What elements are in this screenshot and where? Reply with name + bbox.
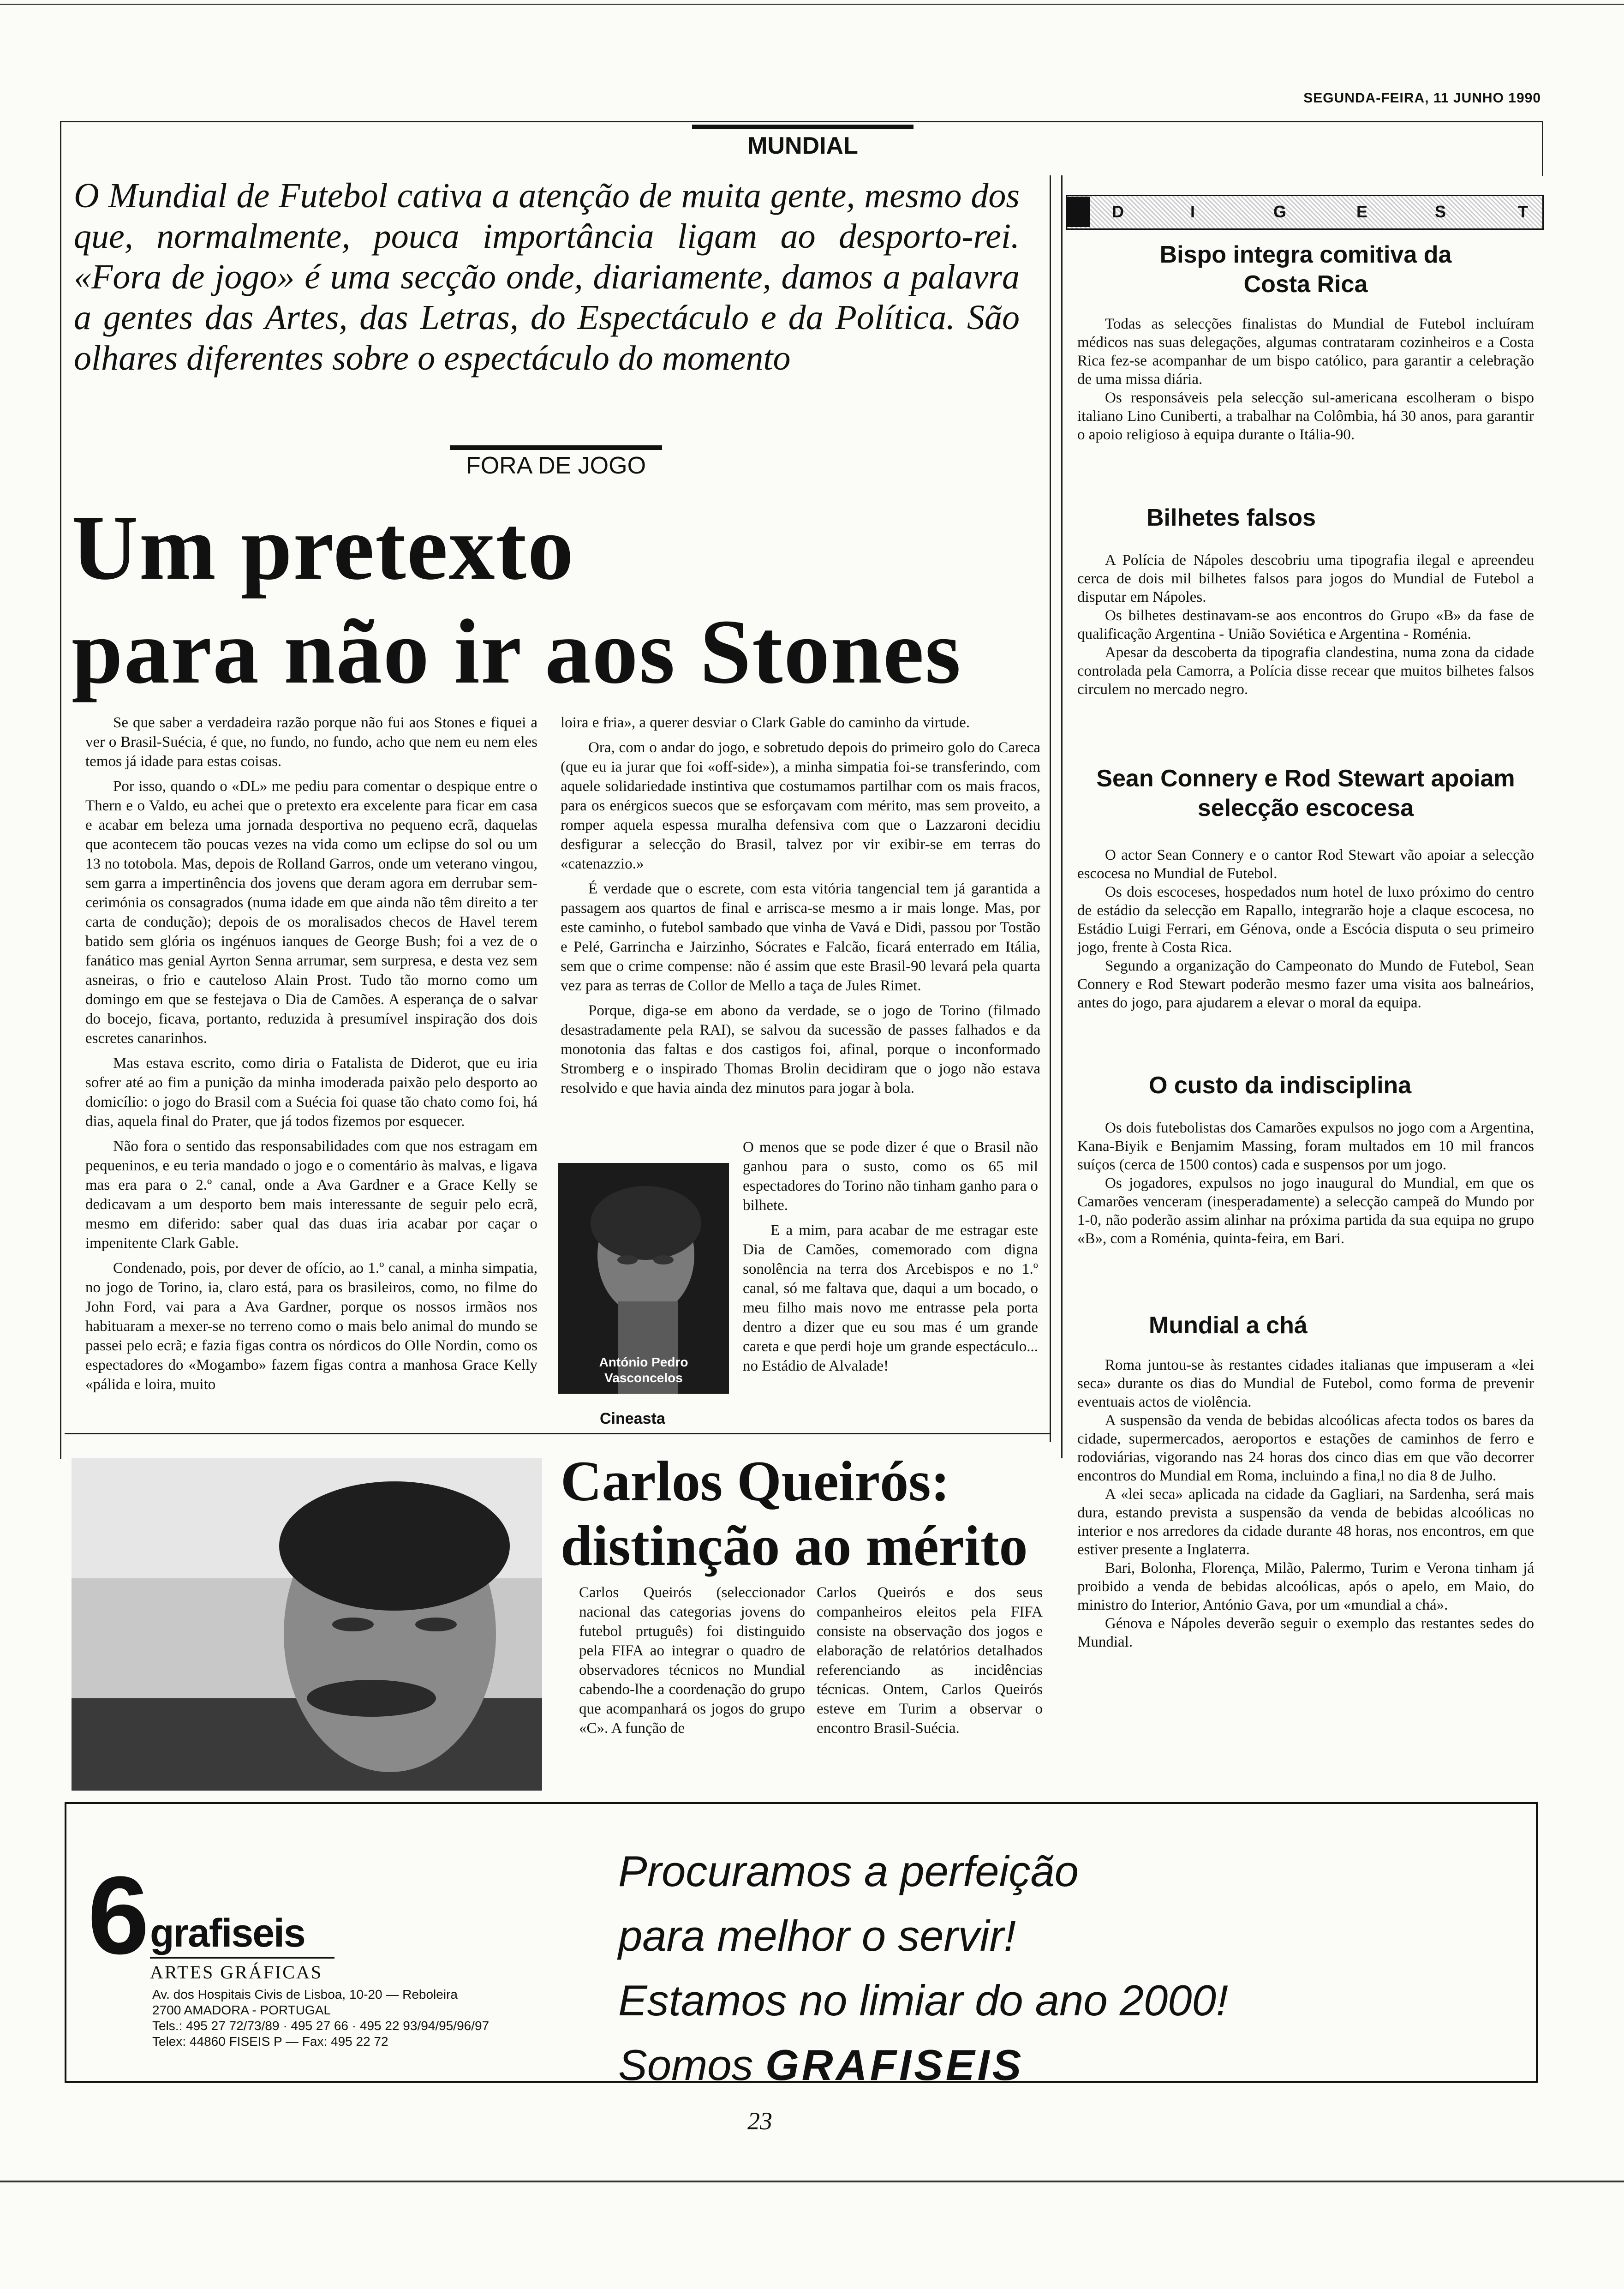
- digest-item-title: Sean Connery e Rod Stewart apoiam selecção escocesa: [1096, 765, 1515, 821]
- article-headline: [72, 496, 1040, 704]
- caption-line-1: António Pedro: [599, 1355, 688, 1369]
- digest-paragraph: Os responsáveis pela selecção sul-americana escolheram o bispo italiano Lino Cuniberti, a trabalhar na Colômbia, há 30 anos, para garantir o apoio religioso à equipa durante o Itália-90.: [1077, 389, 1534, 443]
- article-paragraph: É verdade que o escrete, com esta vitória tangencial tem já garantida a passagem aos quartos de final e arrisca-se mesmo a ir mais longe. Mas, por este caminho, o futebol sambado que vinha de Vavá e Didi, passou por Tostão e Pelé, Garrincha e Jairzinho, Sócrates e Falcão, ficará enterrado em Itália, sem que o crime compense: não é assim que este Brasil-90 levará pela quarta vez para as terras de Collor de Mello a taça de Jules Rimet.: [561, 881, 1040, 994]
- article-column-2: [561, 713, 1040, 1103]
- slogan-prefix: Somos: [618, 2041, 753, 2089]
- carlos-headline-line-2: distinção ao mérito: [561, 1514, 1028, 1577]
- article-paragraph: E a mim, para acabar de me estragar este Dia de Camões, comemorado com digna sonolência na terra dos Arcebispos e no 1.º canal, só me faltava que, daqui a um bocado, o meu filho mais novo me entrasse pela porta dentro a dizer que eu sou mas é um grande careta e que perdi hoje um grande espectáculo... no Estádio de Alvalade!: [743, 1222, 1038, 1374]
- article-paragraph: loira e fria», a querer desviar o Clark Gable do caminho da virtude.: [561, 714, 970, 731]
- brand-subtitle: ARTES GRÁFICAS: [150, 1962, 323, 1983]
- slogan-brand: GRAFISEIS: [765, 2041, 1024, 2089]
- photo-caption: [586, 1354, 701, 1386]
- article-column-2-continued: [743, 1138, 1038, 1381]
- digest-paragraph: Segundo a organização do Campeonato do Mundo de Futebol, Sean Connery e Rod Stewart poderão mesmo fazer uma visita aos balneários, antes do jogo, para ajudarem a elevar o moral da equipa.: [1077, 958, 1534, 1011]
- digest-paragraph: Os bilhetes destinavam-se aos encontros do Grupo «B» da fase de qualificação Argentina - União Soviética e Argentina - Roménia.: [1077, 607, 1534, 642]
- digest-paragraph: Os dois escoceses, hospedados num hotel de luxo próximo do centro de estádio da selecção em Rapallo, integrarão hoje a claque escocesa, no Estádio Luigi Ferrari, em Génova, onde a Escócia disputa o seu primeiro jogo, frente à Costa Rica.: [1077, 884, 1534, 956]
- brand-contact: [152, 1987, 489, 2049]
- scan-bottom-line: [0, 2181, 1624, 2182]
- digest-item: [1077, 764, 1534, 1012]
- digest-paragraph: Apesar da descoberta da tipografia clandestina, numa zona da cidade controlada pela Camorra, a Polícia disse recear que muitos bilhetes falsos circulem no mercado negro.: [1077, 644, 1534, 698]
- digest-paragraph: A «lei seca» aplicada na cidade da Gagliari, na Sardenha, será mais dura, estando prevista a suspensão da venda de bebidas alcoólicas no interior e nos arredores da cidade durante 48 horas, nos encontros, em que estiver presente a Inglaterra.: [1077, 1486, 1534, 1558]
- carlos-headline-line-1: Carlos Queirós:: [561, 1450, 950, 1513]
- kicker: [450, 445, 662, 481]
- section-title: MUNDIAL: [747, 132, 858, 159]
- scan-top-line: [0, 4, 1624, 5]
- address-line: Av. dos Hospitais Civis de Lisboa, 10-20 — Reboleira: [152, 1987, 458, 2001]
- address-line: 2700 AMADORA - PORTUGAL: [152, 2003, 331, 2017]
- digest-item-body: [1077, 551, 1534, 699]
- page-number: 23: [747, 2107, 772, 2135]
- digest-letter: S: [1435, 202, 1446, 221]
- digest-letter: I: [1190, 202, 1195, 221]
- digest-paragraph: Os jogadores, expulsos no jogo inaugural do Mundial, em que os Camarões venceram (inesperadamente) a selecção campeã do Mundo por 1-0, não poderão assim alinhar na próxima partida da sua equipa no grupo «B», com a Roménia, quinta-feira, em Bari.: [1077, 1175, 1534, 1247]
- article-paragraph: Porque, diga-se em abono da verdade, se o jogo de Torino (filmado desastradamente pela RAI), se salvou da sucessão de passes falhados e da monotonia das faltas e dos castigos foi, afinal, porque o inconformado Stromberg e o inspirado Thomas Brolin decidiram que o jogo não estava resolvido e que havia ainda dez minutos para jogar à bola.: [561, 1002, 1040, 1097]
- digest-paragraph: Bari, Bolonha, Florença, Milão, Palermo, Turim e Verona tinham já proibido a venda de bebidas alcoólicas, após o apelo, em Maio, do ministro do Interior, António Gava, por um «mundial a chá».: [1077, 1560, 1534, 1613]
- digest-item-title: O custo da indisciplina: [1149, 1072, 1412, 1099]
- carlos-column-2: Carlos Queirós e dos seus companheiros eleitos pela FIFA consiste na observação dos jogos e elaboração de relatórios detalhados referenciando as incidências técnicas. Ontem, Carlos Queirós esteve em Turim a observar o encontro Brasil-Suécia.: [817, 1584, 1043, 1737]
- article-column-1: [85, 713, 537, 1400]
- brand-underline: [150, 1957, 334, 1959]
- phone-line: Tels.: 495 27 72/73/89 · 495 27 66 · 495 22 93/94/95/96/97: [152, 2019, 490, 2033]
- portrait-photo-carlos-queiros: [72, 1458, 542, 1791]
- article-paragraph: Não fora o sentido das responsabilidades com que nos estragam em pequeninos, e eu teria mandado o jogo e o comentário às malvas, e ligava mas era para o 2.º canal, onde a Ava Gardner e a Grace Kelly se dedicavam a um desporto bem mais interessante de seguir pelo ecrã, mesmo em diferido: saber qual das duas iria acabar por caçar o impenitente Clark Gable.: [85, 1138, 537, 1252]
- column-divider: [1050, 175, 1051, 1442]
- portrait-image: [72, 1458, 542, 1791]
- telex-line: Telex: 44860 FISEIS P — Fax: 495 22 72: [152, 2034, 388, 2049]
- digest-item: [1077, 1311, 1534, 1651]
- kicker-label: FORA DE JOGO: [466, 452, 646, 479]
- article-paragraph: O menos que se pode dizer é que o Brasil não ganhou para o susto, como os 65 mil espectadores do Torino não tinham ganho para o bilhete.: [743, 1139, 1038, 1214]
- digest-letter: D: [1112, 202, 1124, 221]
- digest-item-title: Bilhetes falsos: [1146, 504, 1316, 531]
- digest-item: [1077, 240, 1534, 444]
- headline-line-1: Um pretexto: [72, 497, 575, 599]
- grafiseis-brand: grafiseis: [150, 1911, 305, 1955]
- slogan-line: Procuramos a perfeição: [618, 1847, 1079, 1895]
- page-date: SEGUNDA-FEIRA, 11 JUNHO 1990: [1303, 90, 1541, 106]
- digest-paragraph: O actor Sean Connery e o cantor Rod Stewart vão apoiar a selecção escocesa no Mundial de Futebol.: [1077, 847, 1534, 882]
- carlos-column-1: Carlos Queirós (seleccionador nacional das categorias jovens do futebol prtuguês) foi distinguido pela FIFA ao integrar o quadro de observadores técnicos no Mundial cabendo-lhe a coordenação do grupo que acompanhará os jogos do grupo «C». A função de: [579, 1584, 805, 1737]
- article-paragraph: Mas estava escrito, como diria o Fatalista de Diderot, que eu iria sofrer até ao fim a punição da minha imoderada paixão pelo desporto ao domicílio: o jogo do Brasil com a Suécia foi quase tão chato como foi, há dias, aquela final do Prater, que já todos fizemos por esquecer.: [85, 1055, 537, 1130]
- digest-paragraph: A Polícia de Nápoles descobriu uma tipografia ilegal e apreendeu cerca de dois mil bilhetes falsos para jogos do Mundial de Futebol a disputar em Nápoles.: [1077, 552, 1534, 605]
- frame-right-rule: [1542, 121, 1543, 176]
- author-role: Cineasta: [600, 1410, 665, 1427]
- slogan-line: [618, 2033, 1495, 2097]
- headline-line-2: para não ir aos Stones: [72, 601, 962, 703]
- digest-paragraph: Os dois futebolistas dos Camarões expulsos no jogo com a Argentina, Kana-Biyik e Benjamim Massing, foram multados em 10 mil francos suíços (cerca de 1500 contos) cada e suspensos por um jogo.: [1077, 1120, 1534, 1173]
- digest-paragraph: Génova e Nápoles deverão seguir o exemplo das restantes sedes do Mundial.: [1077, 1615, 1534, 1650]
- article-paragraph: Ora, com o andar do jogo, e sobretudo depois do primeiro golo do Careca (que eu ia jurar que foi «off-side»), a minha simpatia foi-se transferindo, com aquele solidariedade instintiva que costumamos partilhar com os mais fracos, para os enérgicos suecos que se esforçavam com mérito, mas sem proveito, a romper aquela espessa muralha defensiva com que o Lazzaroni decidiu desfigurar a selecção do Brasil, talvez por vir exibir-se em terras do «catenazzio.»: [561, 739, 1040, 872]
- slogan-line: Estamos no limiar do ano 2000!: [618, 1976, 1228, 2025]
- article-paragraph: Condenado, pois, por dever de ofício, ao 1.º canal, a minha simpatia, no jogo de Torino, ia, claro está, para os brasileiros, como, no filme do John Ford, vai para a Ava Gardner, porque os nossos irmãos nos habituaram a mexer-se no terreno como o mais belo animal do mundo se passei pelo ecrã; e fazia figas contra os nórdicos do Olle Nordin, como os espectadores do «Mogambo» fazem figas contra a manhosa Grace Kelly «pálida e loira, muito: [85, 1260, 537, 1393]
- digest-paragraph: Roma juntou-se às restantes cidades italianas que impuseram a «lei seca» durante os dias do Mundial de Futebol, como forma de prevenir eventuais actos de violência.: [1077, 1357, 1534, 1410]
- caption-line-2: Vasconcelos: [604, 1371, 683, 1385]
- digest-item-title: Bispo integra comitiva da Costa Rica: [1159, 241, 1452, 298]
- digest-item-body: [1077, 1356, 1534, 1651]
- intro-paragraph: O Mundial de Futebol cativa a atenção de muita gente, mesmo dos que, normalmente, pouca importância ligam ao desporto-rei. «Fora de jogo» é uma secção onde, diariamente, damos a palavra a gentes das Artes, das Letras, do Espectáculo e da Política. São olhares diferentes sobre o espectáculo do momento: [74, 176, 1020, 378]
- digest-item-body: [1077, 315, 1534, 444]
- digest-banner-block: [1067, 197, 1090, 227]
- digest-banner: [1066, 195, 1544, 230]
- digest-paragraph: Todas as selecções finalistas do Mundial de Futebol incluíram médicos nas suas delegações, algumas contrataram cozinheiros e a Costa Rica fez-se acompanhar de um bispo católico, para garantir a celebração de uma missa diária.: [1077, 316, 1534, 388]
- digest-item-body: [1077, 846, 1534, 1012]
- digest-item-body: [1077, 1119, 1534, 1248]
- digest-item: [1077, 503, 1534, 699]
- digest-item-title: Mundial a chá: [1149, 1312, 1308, 1339]
- frame-top-rule: [60, 121, 1543, 122]
- frame-left-rule: [60, 121, 61, 1459]
- slogan-line: para melhor o servir!: [618, 1911, 1016, 1960]
- section-bar: [692, 125, 914, 129]
- article-paragraph: Por isso, quando o «DL» me pediu para comentar o despique entre o Thern e o Valdo, eu achei que o pretexto era excelente para ficar em casa e acabar em beleza uma jornada desportiva no pequeno ecrã, daquelas que acontecem tão poucas vezes na vida como um eclipse do sol ou um 13 no totobola. Mas, depois de Rolland Garros, onde um veterano vingou, sem garra a impertinência dos jovens que deram agora em derrubar sem-cerimónia os consagrados (numa idade em que ainda não têm direito a ter carta de condução); depois de os moralisados checos de Havel terem batido sem glória os ingénuos ianques de George Bush; foi a vez de o fanático mas genial Ayrton Senna arrumar, sem surpresa, e desta vez sem asneiras, o frio e cauteloso Alain Prost. Tudo tão morno como um domingo em que se festejava o Dia de Camões. A esperança de o salvar do bocejo, ficava, portanto, reduzida à presumível inspiração dos dois escretes canarinhos.: [85, 778, 537, 1047]
- digest-paragraph: A suspensão da venda de bebidas alcoólicas afecta todos os bares da cidade, supermercados, aeroportos e estações de caminhos de ferro e rodoviárias, vigorando nas 24 horas dos cinco dias em que vão decorrer encontros do Mundial em Roma, incluindo a fina,l no dia 8 de Julho.: [1077, 1412, 1534, 1484]
- digest-item: [1077, 1071, 1534, 1248]
- section-divider: [65, 1433, 1050, 1434]
- digest-letter: E: [1356, 202, 1368, 221]
- grafiseis-logo-numeral: 6: [88, 1853, 149, 1977]
- ad-slogan: [618, 1839, 1495, 2097]
- carlos-headline: [561, 1449, 1050, 1578]
- article-paragraph: Se que saber a verdadeira razão porque não fui aos Stones e fiquei a ver o Brasil-Suécia, é que, no fundo, no fundo, acho que nem eu nem eles temos já idade para estas coisas.: [85, 714, 537, 770]
- kicker-bar: [450, 445, 662, 450]
- digest-letter: G: [1273, 202, 1287, 221]
- digest-letter: T: [1518, 202, 1528, 221]
- section-tag: [692, 125, 914, 162]
